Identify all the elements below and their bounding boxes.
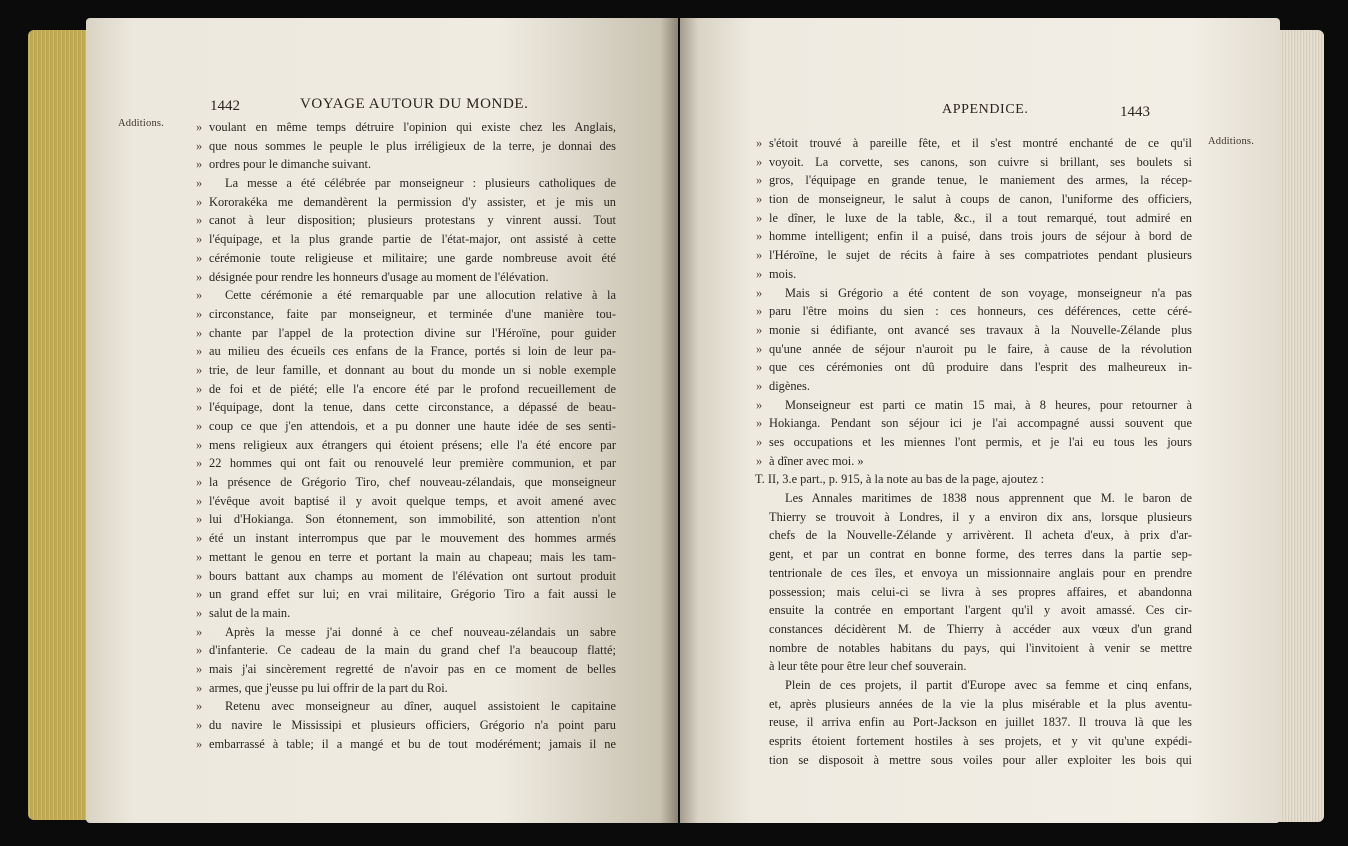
line-text: T. II, 3.e part., p. 915, à la note au bas de la page, ajoutez : (755, 472, 1045, 487)
text-line (196, 211, 616, 230)
line-text: nombre de notables habitans du pays, qui l'invitoient à venir se mettre (769, 640, 1192, 655)
margin-note-right: Additions. (1208, 136, 1255, 147)
text-line (196, 623, 616, 642)
line-text: constances décidèrent M. de Thierry à accéder aux vœux d'un grand (769, 621, 1192, 636)
quote-mark: » (196, 643, 203, 658)
text-line (196, 118, 616, 137)
quote-mark: » (196, 213, 203, 228)
line-text: de foi et de piété; elle l'a encore été par le profond recueillement de (209, 381, 616, 396)
quote-mark: » (756, 229, 763, 244)
line-text: Cette cérémonie a été remarquable par une allocution relative à la (225, 288, 616, 303)
line-text: tion se disposoit à mettre sous voiles pour aller exploiter les bois qui (769, 752, 1192, 767)
quote-mark: » (196, 157, 203, 172)
text-line (756, 732, 1192, 751)
text-line (196, 230, 616, 249)
quote-mark: » (756, 378, 763, 393)
quote-mark: » (756, 453, 763, 468)
line-text: armes, que j'eusse pu lui offrir de la part du Roi. (209, 680, 448, 695)
line-text: gent, et par un contrat en bonne forme, des terres dans la partie sep- (769, 547, 1192, 562)
right-page-text (756, 134, 1192, 769)
line-text: à dîner avec moi. » (769, 453, 864, 468)
text-line (196, 436, 616, 455)
line-text: Retenu avec monseigneur au dîner, auquel assistoient le capitaine (225, 699, 616, 714)
line-text: voulant en même temps détruire l'opinion qui existe chez les Anglais, (209, 120, 616, 134)
text-line (756, 545, 1192, 564)
text-line (196, 641, 616, 660)
line-text: Les Annales maritimes de 1838 nous apprennent que M. le baron de (785, 491, 1192, 506)
quote-mark: » (196, 381, 203, 396)
line-text: tion de monseigneur, le salut à coups de canon, l'uniforme des officiers, (769, 192, 1192, 207)
line-text: l'équipage, dont la tenue, dans cette circonstance, a dépassé de beau- (209, 400, 616, 415)
text-line (196, 137, 616, 156)
text-line (196, 342, 616, 361)
text-line (756, 452, 1192, 471)
quote-mark: » (196, 549, 203, 564)
quote-mark: » (196, 605, 203, 620)
left-page (86, 18, 678, 823)
quote-mark: » (196, 194, 203, 209)
quote-mark: » (756, 136, 763, 150)
text-line (196, 193, 616, 212)
line-text: Plein de ces projets, il partit d'Europe avec sa femme et cinq enfans, (785, 677, 1192, 692)
quote-mark: » (196, 232, 203, 247)
line-text: reuse, il arriva enfin au Port-Jackson en juillet 1837. Il trouva là que les (769, 715, 1192, 730)
quote-mark: » (196, 512, 203, 527)
line-text: à leur tête pour être leur chef souverain. (769, 659, 967, 674)
quote-mark: » (196, 718, 203, 732)
running-head-left: VOYAGE AUTOUR DU MONDE. (300, 96, 529, 112)
left-page-text (196, 118, 616, 753)
quote-mark: » (196, 138, 203, 153)
quote-mark: » (196, 661, 203, 676)
text-line (196, 510, 616, 529)
text-line (196, 268, 616, 287)
text-line (196, 697, 616, 716)
quote-mark: » (196, 419, 203, 433)
quote-mark: » (756, 360, 763, 375)
line-text: ensuite la contrée en emportant l'argent qu'il y avoit amassé. Ces cir- (769, 603, 1192, 618)
line-text: homme intelligent; enfin il a puisé, dans trois jours de séjour à bord de (769, 229, 1192, 244)
text-line (756, 340, 1192, 359)
quote-mark: » (196, 362, 203, 377)
line-text: mettant le genou en terre et portant la main au chapeau; mais les tam- (209, 549, 616, 564)
text-line (756, 713, 1192, 732)
line-text: gros, l'équipage en grande tenue, le maniement des armes, la récep- (769, 173, 1192, 188)
line-text: 22 hommes qui ont fait ou renouvelé leur première communion, et par (209, 456, 616, 471)
quote-mark: » (196, 456, 203, 471)
line-text: un grand effet sur lui; en vrai militaire, Grégorio Tiro a fait aussi le (209, 587, 616, 602)
quote-mark: » (756, 173, 763, 188)
left-page-edges (28, 30, 90, 820)
text-line (756, 396, 1192, 415)
text-line (756, 190, 1192, 209)
line-text: qu'une année de séjour n'auroit pu le faire, à cause de la révolution (769, 341, 1192, 356)
quote-mark: » (196, 587, 203, 602)
text-line (756, 695, 1192, 714)
text-line (756, 508, 1192, 527)
quote-mark: » (756, 192, 763, 207)
line-text: mois. (769, 266, 797, 281)
text-line (196, 585, 616, 604)
quote-mark: » (756, 397, 763, 412)
line-text: Hokianga. Pendant son séjour ici je l'ai accompagné aussi souvent que (769, 416, 1192, 431)
quote-mark: » (196, 736, 203, 751)
quote-mark: » (756, 248, 763, 263)
quote-mark: » (196, 437, 203, 452)
quote-mark: » (196, 493, 203, 508)
line-text: bours battant aux champs au moment de l'élévation ont surtout produit (209, 568, 616, 583)
line-text: Kororakéka me demandèrent la permission d'y assister, et je mis un (209, 194, 616, 209)
quote-mark: » (196, 531, 203, 546)
text-line (756, 526, 1192, 545)
line-text: circonstance, faite par monseigneur, et terminée d'une manière tou- (209, 306, 616, 321)
text-line (196, 174, 616, 193)
text-line (742, 470, 1192, 489)
line-text: été un instant interrompus que par le mouvement des hommes armés (209, 531, 616, 546)
right-page (680, 18, 1280, 823)
text-line (196, 380, 616, 399)
line-text: canot à leur disposition; plusieurs protestans y vinrent aussi. Tout (209, 213, 616, 228)
text-line (756, 433, 1192, 452)
line-text: que ces cérémonies ont dû produire dans l'esprit des malheureux in- (769, 360, 1192, 375)
quote-mark: » (196, 325, 203, 340)
page-number-right: 1443 (1120, 104, 1150, 120)
line-text: au milieu des écueils ces enfans de la France, portés si loin de leur pa- (209, 344, 616, 359)
line-text: la présence de Grégorio Tiro, chef nouveau-zélandais, que monseigneur (209, 475, 616, 490)
text-line (756, 639, 1192, 658)
text-line (196, 249, 616, 268)
line-text: s'étoit trouvé à pareille fête, et il s'est montré enchanté de ce qu'il (769, 136, 1192, 150)
line-text: et, après plusieurs années de la vie la plus misérable et la plus aventu- (769, 696, 1192, 711)
line-text: possession; mais celui-ci se livra à ses propres affaires, et abandonna (769, 584, 1192, 599)
line-text: chefs de la Nouvelle-Zélande y arrivèrent. Il acheta d'eux, à prix d'ar- (769, 528, 1192, 543)
line-text: paru l'être moins du sien : ces honneurs, ces déférences, cette céré- (769, 304, 1192, 319)
text-line (196, 286, 616, 305)
line-text: l'Héroïne, le sujet de récits à faire à ses compatriotes pendant plusieurs (769, 248, 1192, 263)
quote-mark: » (756, 154, 763, 169)
text-line (756, 321, 1192, 340)
text-line (196, 660, 616, 679)
line-text: d'infanterie. Ce cadeau de la main du grand chef l'a beaucoup flatté; (209, 643, 616, 658)
text-line (756, 227, 1192, 246)
text-line (756, 564, 1192, 583)
quote-mark: » (756, 210, 763, 225)
text-line (756, 153, 1192, 172)
line-text: tentrionale de ces îles, et envoya un missionnaire anglais pour en prendre (769, 565, 1192, 580)
text-line (196, 305, 616, 324)
text-line (756, 751, 1192, 770)
line-text: Mais si Grégorio a été content de son voyage, monseigneur n'a pas (785, 285, 1192, 300)
line-text: Thierry se trouvoit à Londres, il y a environ dix ans, lorsque plusieurs (769, 509, 1192, 524)
running-head-right: APPENDICE. (942, 102, 1029, 117)
line-text: l'évêque avoit baptisé il y avoit quelque temps, et avoit amené avec (209, 493, 616, 508)
quote-mark: » (756, 322, 763, 337)
quote-mark: » (196, 475, 203, 490)
text-line (756, 620, 1192, 639)
line-text: ordres pour le dimanche suivant. (209, 157, 372, 172)
line-text: ses occupations et les miennes l'ont permis, et je l'ai eu tous les jours (769, 435, 1192, 449)
text-line (196, 716, 616, 735)
quote-mark: » (756, 341, 763, 356)
text-line (196, 679, 616, 698)
quote-mark: » (196, 250, 203, 265)
quote-mark: » (196, 699, 203, 714)
line-text: le dîner, le luxe de la table, &c., il a tout remarqué, tout admiré en (769, 210, 1192, 225)
quote-mark: » (196, 568, 203, 583)
line-text: chante par l'appel de la protection divine sur l'Héroïne, pour guider (209, 325, 616, 340)
text-line (196, 417, 616, 436)
quote-mark: » (756, 304, 763, 319)
quote-mark: » (196, 176, 203, 191)
text-line (756, 583, 1192, 602)
line-text: voyoit. La corvette, ses canons, son cuivre si brillant, ses boulets si (769, 154, 1192, 169)
text-line (756, 377, 1192, 396)
line-text: lui d'Hokianga. Son étonnement, son immobilité, son attention n'ont (209, 512, 616, 527)
page-number-left: 1442 (210, 98, 240, 114)
line-text: coup ce que j'en attendois, et a pu donner une haute idée de ses senti- (209, 419, 616, 433)
text-line (756, 358, 1192, 377)
line-text: du navire le Mississipi et plusieurs officiers, Grégorio n'a point paru (209, 718, 616, 732)
quote-mark: » (756, 266, 763, 281)
text-line (196, 492, 616, 511)
line-text: monie si édifiante, ont avancé ses travaux à la Nouvelle-Zélande plus (769, 322, 1192, 337)
text-line (196, 604, 616, 623)
text-line (756, 302, 1192, 321)
text-line (196, 454, 616, 473)
text-line (196, 155, 616, 174)
line-text: embarrassé à table; il a mangé et bu de tout modérément; jamais il ne (209, 736, 616, 751)
quote-mark: » (756, 435, 763, 449)
line-text: trie, de leur famille, et donnant au bout du monde un si noble exemple (209, 362, 616, 377)
quote-mark: » (756, 416, 763, 431)
text-line (196, 735, 616, 754)
text-line (756, 489, 1192, 508)
text-line (196, 473, 616, 492)
line-text: cérémonie toute religieuse et militaire; une garde nombreuse avoit été (209, 250, 616, 265)
text-line (756, 134, 1192, 153)
line-text: l'équipage, et la plus grande partie de l'état-major, ont assisté à cette (209, 232, 616, 247)
line-text: que nous sommes le peuple le plus irréligieux de la terre, je donnai des (209, 138, 616, 153)
quote-mark: » (196, 306, 203, 321)
quote-mark: » (196, 680, 203, 695)
quote-mark: » (196, 269, 203, 284)
quote-mark: » (196, 400, 203, 415)
text-line (756, 209, 1192, 228)
line-text: digènes. (769, 378, 810, 393)
text-line (756, 284, 1192, 303)
line-text: mais j'ai sincèrement regretté de n'avoir pas en ce moment de belles (209, 661, 616, 676)
line-text: La messe a été célébrée par monseigneur : plusieurs catholiques de (225, 176, 616, 191)
margin-note-left: Additions. (118, 118, 165, 129)
text-line (756, 601, 1192, 620)
quote-mark: » (196, 288, 203, 303)
quote-mark: » (756, 285, 763, 300)
text-line (196, 324, 616, 343)
text-line (196, 548, 616, 567)
text-line (756, 414, 1192, 433)
text-line (196, 398, 616, 417)
line-text: esprits étoient fortement hostiles à ses projets, et y vit qu'une expédi- (769, 734, 1192, 748)
quote-mark: » (196, 344, 203, 359)
quote-mark: » (196, 624, 203, 639)
text-line (756, 246, 1192, 265)
line-text: salut de la main. (209, 605, 291, 620)
line-text: mens religieux aux étrangers qui étoient présens; elle l'a été encore par (209, 437, 616, 452)
text-line (756, 657, 1192, 676)
text-line (756, 676, 1192, 695)
text-line (756, 171, 1192, 190)
text-line (196, 361, 616, 380)
line-text: Après la messe j'ai donné à ce chef nouveau-zélandais un sabre (225, 624, 616, 639)
quote-mark: » (196, 120, 203, 134)
line-text: Monseigneur est parti ce matin 15 mai, à 8 heures, pour retourner à (785, 397, 1192, 412)
line-text: désignée pour rendre les honneurs d'usage au moment de l'élévation. (209, 269, 549, 284)
text-line (196, 529, 616, 548)
text-line (196, 567, 616, 586)
text-line (756, 265, 1192, 284)
